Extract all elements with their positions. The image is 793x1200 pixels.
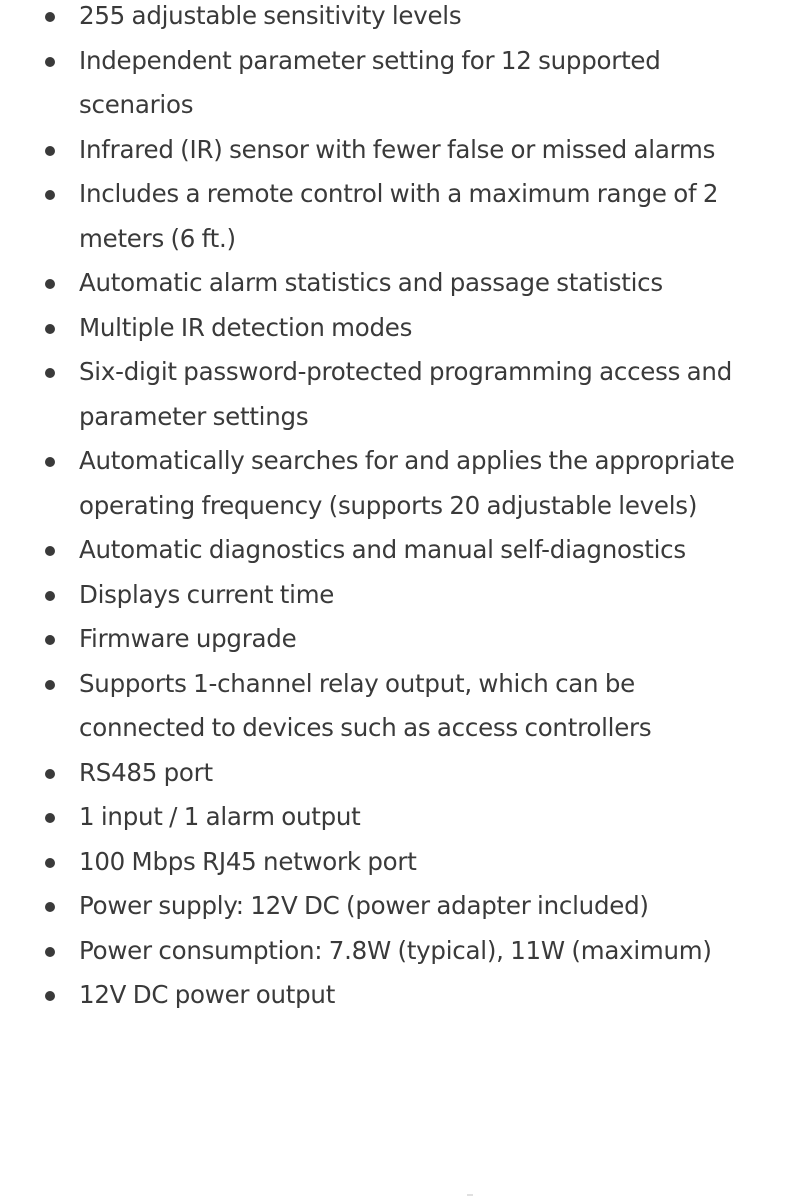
bullet-icon xyxy=(45,546,55,556)
bullet-icon xyxy=(45,680,55,690)
bullet-icon xyxy=(45,324,55,334)
list-item-text: Automatically searches for and applies the appropriate operating frequency (supports 20 adjustable levels) xyxy=(79,446,735,520)
list-item xyxy=(0,528,753,573)
list-item xyxy=(0,128,753,173)
list-item-text: Independent parameter setting for 12 supported scenarios xyxy=(79,45,661,119)
list-item-text: Displays current time xyxy=(79,579,335,609)
bullet-icon xyxy=(45,991,55,1001)
bullet-icon xyxy=(45,279,55,289)
list-item-text: Multiple IR detection modes xyxy=(79,312,413,342)
list-item xyxy=(0,662,753,751)
bullet-icon xyxy=(45,902,55,912)
list-item xyxy=(0,0,753,39)
list-item-text: Automatic alarm statistics and passage statistics xyxy=(79,268,663,297)
bullet-icon xyxy=(45,635,55,645)
list-item xyxy=(0,573,753,618)
list-item-text: Power consumption: 7.8W (typical), 11W (maximum) xyxy=(79,935,712,965)
list-item-text: Automatic diagnostics and manual self-diagnostics xyxy=(79,535,686,564)
bullet-icon xyxy=(45,12,55,22)
list-item-text: Six-digit password-protected programming access and parameter settings xyxy=(79,357,733,431)
list-item-text: Infrared (IR) sensor with fewer false or missed alarms xyxy=(79,134,716,164)
list-item-text: RS485 port xyxy=(79,757,213,787)
list-item xyxy=(0,929,753,974)
list-item-text: Power supply: 12V DC (power adapter included) xyxy=(79,891,649,920)
list-item-text: 255 adjustable sensitivity levels xyxy=(79,1,462,30)
bullet-icon xyxy=(45,146,55,156)
bullet-icon xyxy=(45,813,55,823)
bullet-icon xyxy=(45,858,55,868)
list-item xyxy=(0,261,753,306)
list-item xyxy=(0,39,753,128)
bullet-icon xyxy=(45,947,55,957)
list-item-text: Firmware upgrade xyxy=(79,624,297,653)
list-item xyxy=(0,172,753,261)
list-item xyxy=(0,617,753,662)
bullet-icon xyxy=(45,769,55,779)
list-item xyxy=(0,306,753,351)
list-item-text: Includes a remote control with a maximum range of 2 meters (6 ft.) xyxy=(79,179,719,253)
list-item xyxy=(0,350,753,439)
list-item-text: 1 input / 1 alarm output xyxy=(79,802,361,831)
list-item-text: 12V DC power output xyxy=(79,980,336,1009)
divider xyxy=(467,1194,473,1196)
list-item xyxy=(0,439,753,528)
list-item xyxy=(0,973,753,1018)
bullet-icon xyxy=(45,57,55,67)
list-item-text: 100 Mbps RJ45 network port xyxy=(79,846,417,876)
bullet-icon xyxy=(45,457,55,467)
list-item xyxy=(0,751,753,796)
bullet-icon xyxy=(45,190,55,200)
list-item xyxy=(0,795,753,840)
list-item-text: Supports 1-channel relay output, which can be connected to devices such as access controllers xyxy=(79,668,652,742)
list-item xyxy=(0,884,753,929)
list-item xyxy=(0,840,753,885)
bullet-icon xyxy=(45,591,55,601)
bullet-icon xyxy=(45,368,55,378)
